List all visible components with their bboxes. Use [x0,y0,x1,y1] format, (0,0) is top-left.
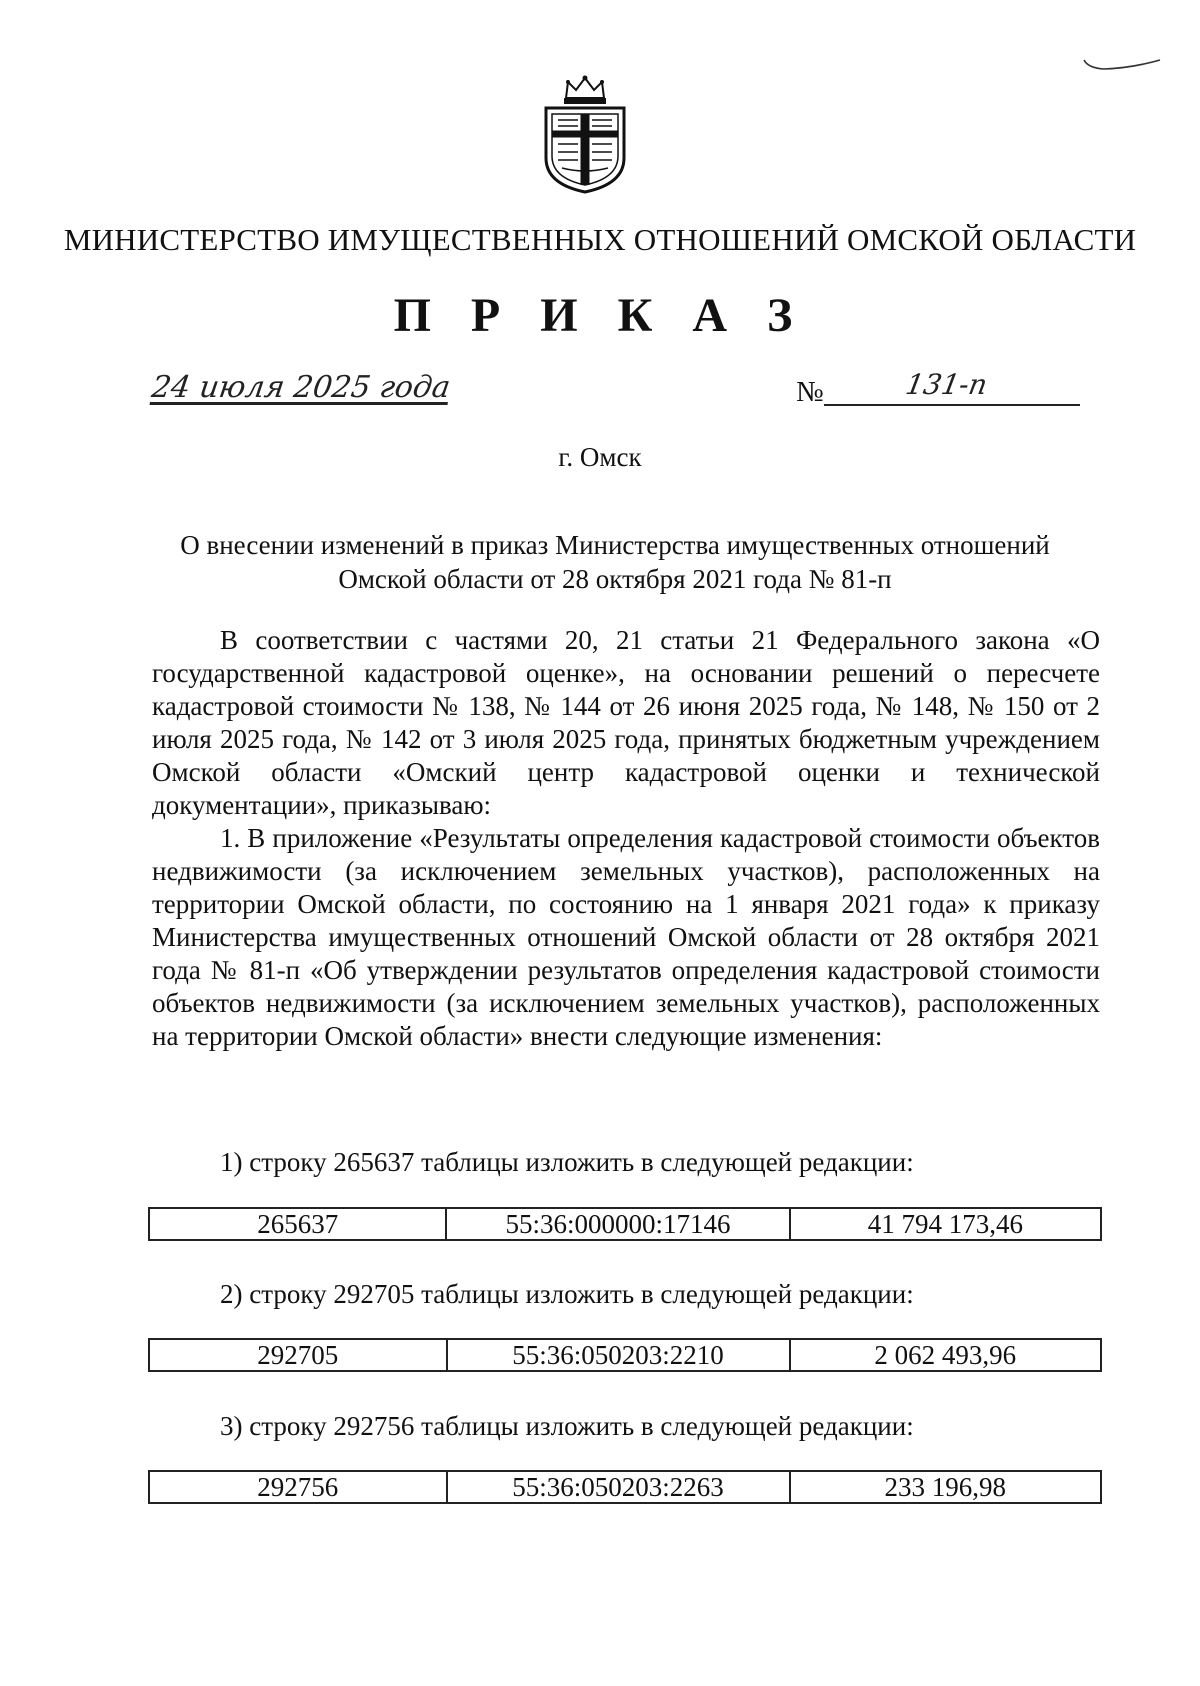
order-subject [150,528,1080,596]
preamble-paragraph: В соответствии с частями 20, 21 статьи 21 Федерального закона «О государственной кадастровой оценке», на основании решений о пересчете кадастровой стоимости № 138, № 144 от 26 июня 2025 года, № 148, № 150 от 2 июля 2025 года, № 142 от 3 июля 2025 года, принятых бюджетным учреждением Омской области «Омский центр кадастровой оценки и технической документации», приказываю: [152,625,1100,820]
omsk-region-emblem [538,72,632,196]
cadastral-value-cell: 233 196,98 [790,1471,1101,1503]
subject-line-1: О внесении изменений в приказ Министерства имущественных отношений [180,530,1050,560]
cadastral-number-cell: 55:36:050203:2210 [447,1339,790,1371]
cadastral-number-cell: 55:36:000000:17146 [446,1208,789,1240]
row-number-cell: 265637 [149,1208,446,1240]
ministry-name: МИНИСТЕРСТВО ИМУЩЕСТВЕННЫХ ОТНОШЕНИЙ ОМСКОЙ ОБЛАСТИ [63,222,1137,257]
cadastral-value-cell: 41 794 173,46 [790,1208,1101,1240]
amendment-heading-1: 1) строку 265637 таблицы изложить в следующей редакции: [220,1147,914,1177]
handwritten-corner-mark [1082,56,1162,76]
table-row [149,1471,1101,1503]
row-number-cell: 292705 [149,1339,447,1371]
order-number-handwritten: 131-п [903,368,990,401]
amendment-table-1 [148,1207,1102,1241]
amendment-heading-2: 2) строку 292705 таблицы изложить в следующей редакции: [220,1279,914,1309]
amendment-table-3 [148,1470,1102,1504]
clause-1-paragraph: 1. В приложение «Результаты определения кадастровой стоимости объектов недвижимости (за исключением земельных участков), расположенных на территории Омской области, по состоянию на 1 января 2021 года» к приказу Министерства имущественных отношений Омской области от 28 октября 2021 года № 81-п «Об утверждении результатов определения кадастровой стоимости объектов недвижимости (за исключением земельных участков), расположенных на территории Омской области» внести следующие изменения: [152,823,1100,1051]
city-name: г. Омск [558,442,642,472]
order-date-handwritten: 24 июля 2025 года [149,370,453,405]
cadastral-number-cell: 55:36:050203:2263 [447,1471,790,1503]
order-title: П Р И К А З [393,289,807,342]
order-body [152,624,1100,1053]
subject-line-2: Омской области от 28 октября 2021 года № 81-п [338,564,892,594]
cadastral-value-cell: 2 062 493,96 [790,1339,1101,1371]
amendment-table-2 [148,1338,1102,1372]
order-number-label: № [796,376,824,408]
row-number-cell: 292756 [149,1471,447,1503]
table-row [149,1339,1101,1371]
amendment-heading-3: 3) строку 292756 таблицы изложить в следующей редакции: [220,1411,914,1441]
order-number-underline [824,404,1080,406]
table-row [149,1208,1101,1240]
